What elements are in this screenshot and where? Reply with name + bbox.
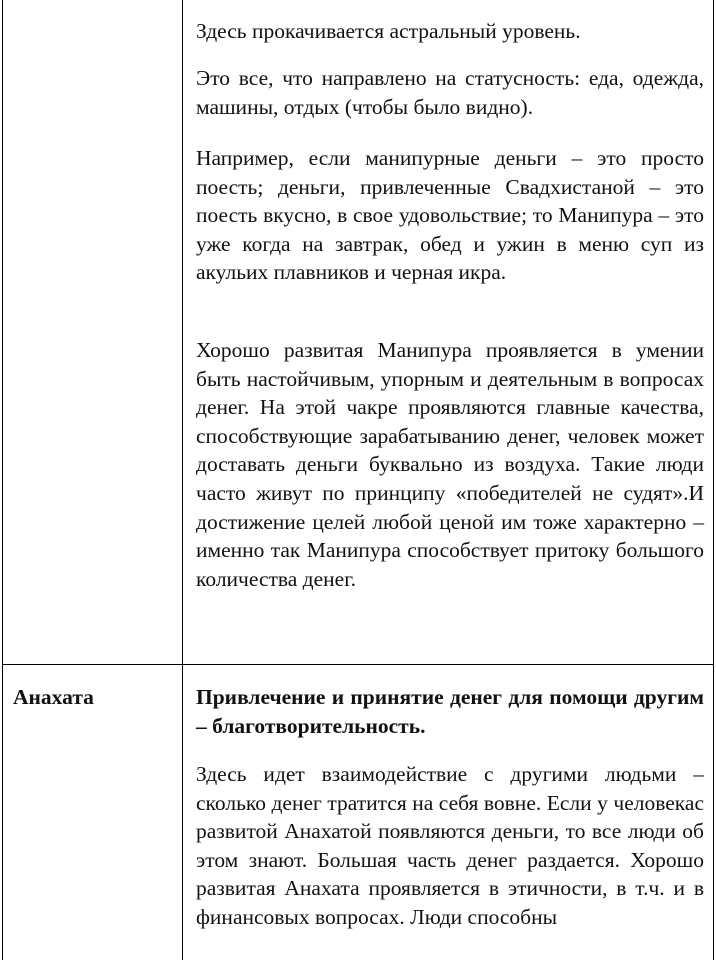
row2-paragraph: Здесь идет взаимодействие с другими людьми – сколько денег тратится на себя вовне. Если у человекас развитой Анахатой появляются деньги, то все люди об этом знают. Большая часть денег раздается. Хорошо развитая Анахата проявляется в этичности, в т.ч. и в финансовых вопросах. Люди способны bbox=[196, 762, 704, 929]
table-right-border bbox=[713, 0, 714, 960]
table-column-divider bbox=[182, 0, 183, 960]
row2-heading: Привлечение и принятие денег для помощи другим – благотворительность. bbox=[196, 685, 704, 738]
table-row-divider bbox=[2, 664, 714, 665]
row1-paragraph-1: Здесь прокачивается астральный уровень. bbox=[196, 19, 581, 43]
row2-label-cell bbox=[3, 683, 182, 712]
table-left-border bbox=[2, 0, 3, 960]
row1-paragraph-2: Это все, что направлено на статусность: еда, одежда, машины, отдых (чтобы было видно). bbox=[196, 66, 704, 119]
chakra-name: Анахата bbox=[13, 685, 94, 709]
row1-paragraph-4: Хорошо развитая Манипура проявляется в умении быть настойчивым, упорным и деятельным в вопросах денег. На этой чакре проявляются главные качества, способствующие зарабатыванию денег, человек может доставать деньги буквально из воздуха. Такие люди часто живут по принципу «победителей не судят».И достижение целей любой ценой им тоже характерно – именно так Манипура способствует притоку большого количества денег. bbox=[196, 338, 704, 591]
row1-paragraph-3: Например, если манипурные деньги – это просто поесть; деньги, привлеченные Свадхистаной – это поесть вкусно, в свое удовольствие; то Манипура – это уже когда на завтрак, обед и ужин в меню суп из акульих плавников и черная икра. bbox=[196, 146, 704, 285]
